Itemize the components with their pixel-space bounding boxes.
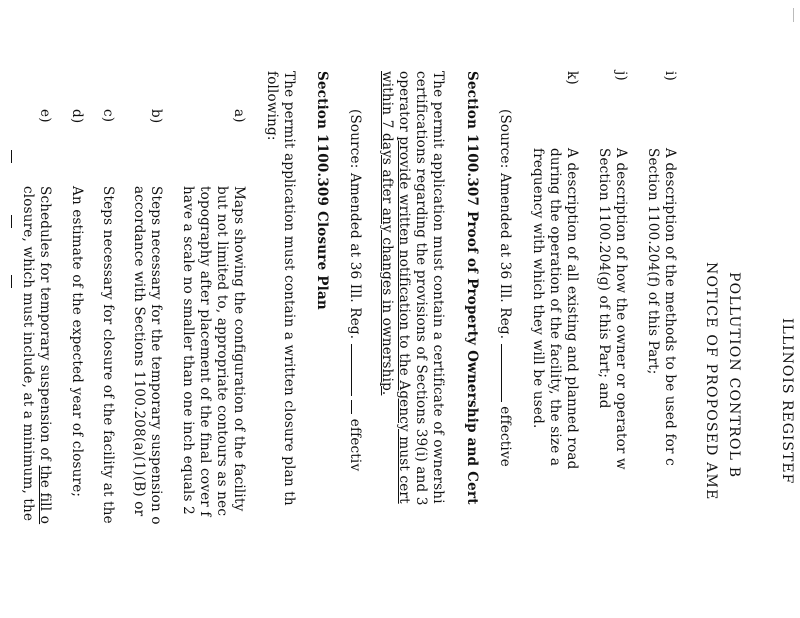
- source-note-2: (Source: Amended at 36 Ill. Reg. effectiv: [347, 109, 363, 472]
- item-d-label: d): [69, 109, 85, 124]
- item-b-label: b): [148, 109, 164, 124]
- item-k-line3: frequency with which they will be used.: [530, 148, 546, 429]
- item-j-label: j): [613, 71, 629, 81]
- header-rule-2: [11, 215, 12, 228]
- item-a-label: a): [231, 109, 247, 123]
- item-i-line1: A description of the methods to be used for c: [662, 148, 678, 466]
- section-307-line1: The permit application must contain a certificate of ownershi: [430, 71, 446, 504]
- header-notice: NOTICE OF PROPOSED AME: [703, 262, 719, 501]
- header-rule-3: [11, 275, 12, 288]
- header-rule-1: [11, 150, 12, 163]
- item-j-line2: Section 1100.204(g) of this Part; and: [596, 148, 612, 409]
- blank-line: [501, 344, 513, 402]
- header-register: ILLINOIS REGISTEF: [779, 318, 795, 485]
- item-b-line2: accordance with Sections 1100.208(a)(1)(B) or: [131, 186, 147, 517]
- item-d-line1: An estimate of the expected year of closure;: [69, 186, 85, 498]
- item-i-line2: Section 1100.204(f) of this Part;: [645, 148, 661, 375]
- source-note-1: (Source: Amended at 36 Ill. Reg. effective: [497, 109, 513, 467]
- item-c-line1: Steps necessary for closure of the facility at the: [100, 186, 116, 524]
- item-k-line1: A description of all existing and planned road: [564, 148, 580, 470]
- item-a-line1: Maps showing the configuration of the facility: [231, 186, 247, 512]
- item-b-line1: Steps necessary for the temporary suspension o: [148, 186, 164, 525]
- section-307-heading: Section 1100.307 Proof of Property Ownership and Cert: [464, 71, 480, 505]
- item-e-line2: closure, which must include, at a minimum, the: [20, 186, 36, 522]
- section-307-line4: within 7 days after any changes in ownership.: [379, 71, 395, 396]
- item-j-line1: A description of how the owner or operator w: [613, 148, 629, 470]
- item-a-line2: but not limited to, appropriate contours as nec: [214, 186, 230, 517]
- blank-line: [351, 344, 363, 396]
- section-307-line2: certifications regarding the provisions of Sections 39(i) and 3: [413, 71, 429, 506]
- item-i-label: i): [662, 71, 678, 81]
- section-309-line1: The permit application must contain a written closure plan th: [281, 71, 297, 506]
- section-309-line2: following:: [264, 71, 280, 141]
- item-e-line1: Schedules for temporary suspension of the fill o: [37, 186, 53, 525]
- underlined-insertion: the fill o: [37, 465, 53, 525]
- section-307-line3: operator provide written notification to the Agency must cert: [396, 71, 412, 504]
- blank-line: [351, 400, 363, 414]
- item-a-line4: have a scale no smaller than one inch equals 2: [180, 186, 196, 515]
- scan-mark: [793, 8, 794, 22]
- item-c-label: c): [100, 109, 116, 123]
- item-k-label: k): [564, 71, 580, 85]
- section-309-heading: Section 1100.309 Closure Plan: [314, 71, 330, 310]
- underlined-insertion: provide written notification to the Agency must cert: [396, 136, 412, 504]
- item-e-label: e): [37, 109, 53, 123]
- item-a-line3: topography after placement of the final cover f: [197, 186, 213, 517]
- header-board: POLLUTION CONTROL B: [726, 272, 742, 479]
- item-k-line2: during the operation of the facility, the size a: [547, 148, 563, 467]
